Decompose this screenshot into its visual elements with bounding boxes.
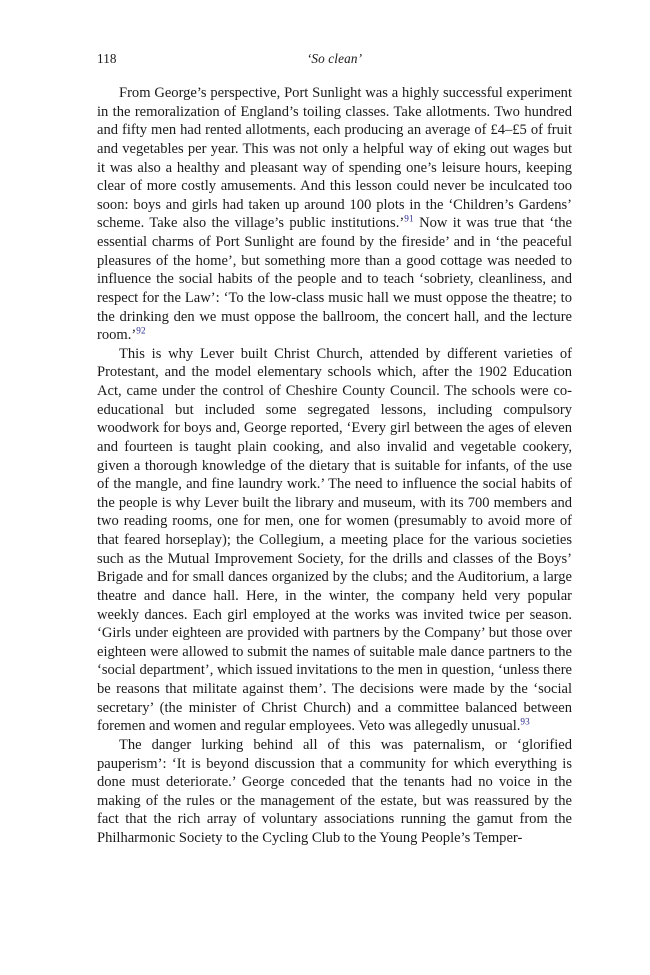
footnote-marker-93[interactable]: 93	[520, 716, 530, 727]
paragraph-3	[97, 736, 572, 848]
paragraph-2-text: This is why Lever built Christ Church, attended by different varieties of Protestant, and the model elementary schools which, after the 1902 Education Act, came under the control of Cheshire County Council. The schools were co-educational but included some segregated lessons, including compulsory woodwork for boys and, George reported, ‘Every girl between the ages of eleven and fourteen is taught plain cooking, and also invalid and vegetable cookery, given a thorough knowledge of the dietary that is suitable for infants, of the use of the mangle, and fine laundry work.’ The need to influence the social habits of the people is why Lever built the library and museum, with its 700 members and two reading rooms, one for men, one for women (presumably to avoid more of that feared horseplay); the Collegium, a meeting place for the various societies such as the Mutual Improvement Society, for the drills and classes of the Boys’ Brigade and for small dances organized by the clubs; and the Auditorium, a large theatre and dance hall. Here, in the winter, the company held very popular weekly dances. Each girl employed at the works was invited twice per season. ‘Girls under eighteen are provided with partners by the Company’ but those over eighteen were allowed to submit the names of suitable male dance partners to the ‘social department’, which issued invitations to the men in question, ‘unless there be reasons that militate against them’. The decisions were made by the ‘social secretary’ (the minister of Christ Church) and a committee balanced between foremen and women and regular employees. Veto was allegedly unusual.	[97, 345, 572, 735]
footnote-marker-92[interactable]: 92	[136, 325, 146, 336]
running-head-title: ‘So clean’	[306, 51, 363, 66]
paragraph-1	[97, 84, 572, 345]
paragraph-2	[97, 345, 572, 736]
running-head	[97, 51, 572, 71]
paragraph-3-text: The danger lurking behind all of this was paternalism, or ‘glorified pauperism’: ‘It is beyond discussion that a community for which everything is done must deteriorate.’ George conceded that the tenants had no voice in the making of the rules or the management of the estate, but was reassured by the fact that the rich array of voluntary associations running the gamut from the Philharmonic Society to the Cycling Club to the Young People’s Temper-	[97, 736, 572, 846]
footnote-marker-91[interactable]: 91	[404, 213, 414, 224]
page-number: 118	[97, 51, 117, 66]
paragraph-1-text-a: From George’s perspective, Port Sunlight was a highly successful experiment in the remoralization of England’s toiling classes. Take allotments. Two hundred and fifty men had rented allotments, each producing an average of £4–£5 of fruit and vegetables per year. This was not only a helpful way of eking out wages but it was also a healthy and pleasant way of spending one’s leisure hours, keeping clear of more costly amusements. And this lesson could never be inculcated too soon: boys and girls had taken up around 100 plots in the ‘Children’s Gardens’ scheme. Take also the village’s public institutions.’	[97, 85, 572, 232]
paragraph-1-text-b: Now it was true that ‘the essential charms of Port Sunlight are found by the fireside’ and in ‘the peaceful pleasures of the home’, but something more than a good cottage was needed to influence the social habits of the people and to teach ‘sobriety, cleanliness, and respect for the Law’: ‘To the low-class music hall we must oppose the theatre; to the drinking den we must oppose the ballroom, the concert hall, and the lecture room.’	[97, 215, 572, 344]
body-text-block	[97, 84, 572, 848]
